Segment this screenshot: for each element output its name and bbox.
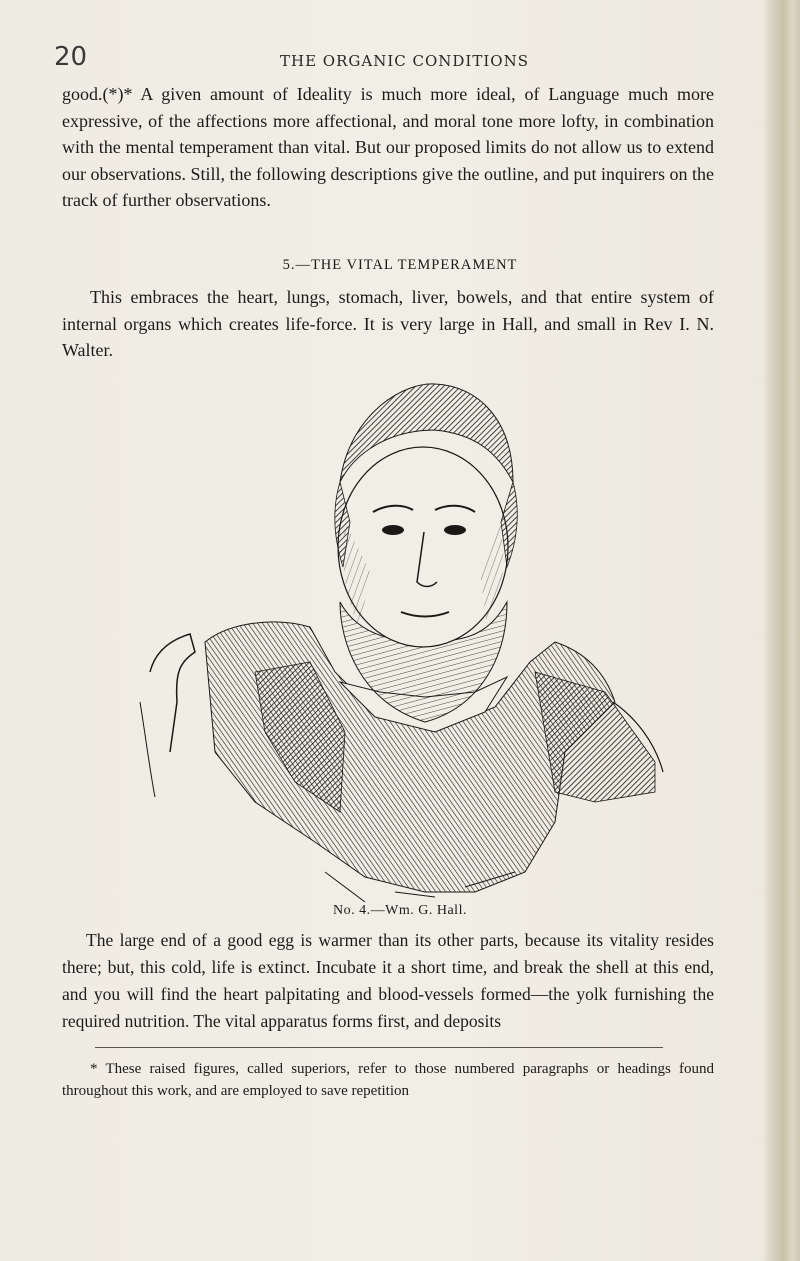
- running-head: THE ORGANIC CONDITIONS: [280, 52, 529, 70]
- page-edge-shadow: [762, 0, 800, 1261]
- footnote: * These raised figures, called superiors, refer to those numbered paragraphs or headings found throughout this work, and are employed to save repetition: [62, 1061, 714, 1099]
- egg-paragraph: The large end of a good egg is warmer than its other parts, because its vitality resides there; but, this cold, life is extinct. Incubate it a short time, and break the shell at this end, and you will find the heart palpitating and blood-vessels formed—the yolk furnishing the required nutrition. The vital apparatus forms first, and deposits: [62, 930, 714, 1031]
- eye-right: [444, 525, 466, 535]
- eye-left: [382, 525, 404, 535]
- figure-caption: No. 4.—Wm. G. Hall.: [333, 903, 467, 918]
- section-heading: 5.—THE VITAL TEMPERAMENT: [282, 257, 518, 273]
- footnote-divider: [95, 1047, 663, 1048]
- portrait-engraving: [135, 372, 680, 902]
- vital-temperament-paragraph: This embraces the heart, lungs, stomach, liver, bowels, and that entire system of internal organs which creates life-force. It is very large in Hall, and small in Rev I. N. Walter.: [62, 287, 714, 360]
- engraving-stroke-left: [140, 702, 155, 797]
- coat-outline-left: [150, 634, 195, 752]
- intro-paragraph: good.(*)* A given amount of Ideality is much more ideal, of Language much more expressive, of the affections more affectional, and moral tone more lofty, in combination with the mental temperament than vital. But our proposed limits do not allow us to extend our observations. Still, the following descriptions give the outline, and put inquirers on the track of further observations.: [62, 84, 714, 210]
- page-number: 20: [54, 42, 88, 72]
